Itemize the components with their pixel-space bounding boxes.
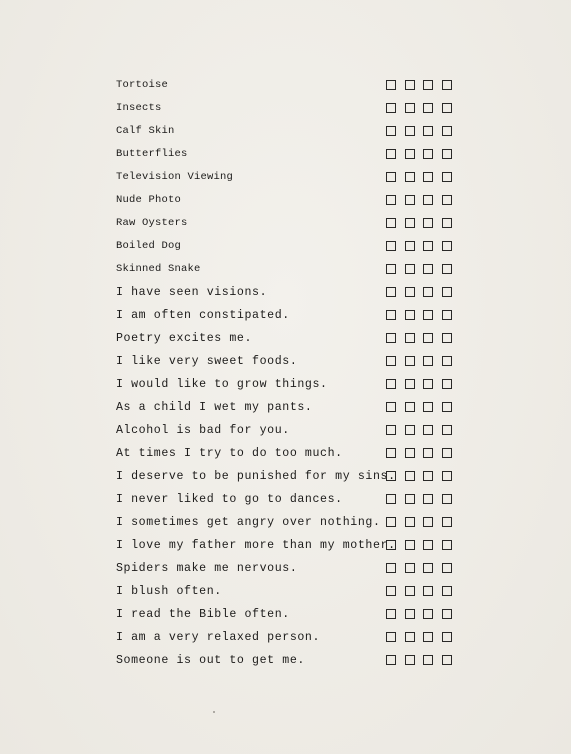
questionnaire-row bbox=[116, 99, 456, 122]
answer-checkbox[interactable] bbox=[442, 517, 452, 527]
answer-checkbox[interactable] bbox=[423, 195, 433, 205]
answer-checkbox[interactable] bbox=[442, 126, 452, 136]
question-label: I have seen visions. bbox=[116, 286, 268, 299]
answer-checkbox-group bbox=[386, 126, 452, 136]
answer-checkbox[interactable] bbox=[423, 402, 433, 412]
answer-checkbox[interactable] bbox=[405, 425, 415, 435]
answer-checkbox[interactable] bbox=[405, 563, 415, 573]
answer-checkbox[interactable] bbox=[423, 356, 433, 366]
answer-checkbox[interactable] bbox=[405, 195, 415, 205]
questionnaire-row bbox=[116, 375, 456, 398]
question-label: Nude Photo bbox=[116, 194, 182, 206]
answer-checkbox[interactable] bbox=[386, 264, 396, 274]
answer-checkbox[interactable] bbox=[405, 655, 415, 665]
answer-checkbox[interactable] bbox=[423, 149, 433, 159]
questionnaire-row bbox=[116, 329, 456, 352]
answer-checkbox[interactable] bbox=[423, 609, 433, 619]
answer-checkbox[interactable] bbox=[423, 632, 433, 642]
answer-checkbox-group bbox=[386, 563, 452, 573]
answer-checkbox[interactable] bbox=[442, 609, 452, 619]
answer-checkbox[interactable] bbox=[405, 356, 415, 366]
answer-checkbox[interactable] bbox=[405, 80, 415, 90]
question-label: I like very sweet foods. bbox=[116, 355, 298, 368]
questionnaire-row bbox=[116, 237, 456, 260]
answer-checkbox[interactable] bbox=[423, 287, 433, 297]
answer-checkbox[interactable] bbox=[405, 172, 415, 182]
answer-checkbox[interactable] bbox=[442, 494, 452, 504]
questionnaire-row bbox=[116, 490, 456, 513]
question-label: I would like to grow things. bbox=[116, 378, 328, 391]
answer-checkbox[interactable] bbox=[423, 333, 433, 343]
answer-checkbox[interactable] bbox=[386, 494, 396, 504]
questionnaire-row bbox=[116, 260, 456, 283]
answer-checkbox[interactable] bbox=[442, 264, 452, 274]
answer-checkbox-group bbox=[386, 632, 452, 642]
question-label: Calf Skin bbox=[116, 125, 175, 137]
question-label: At times I try to do too much. bbox=[116, 447, 343, 460]
answer-checkbox[interactable] bbox=[386, 356, 396, 366]
answer-checkbox[interactable] bbox=[423, 563, 433, 573]
answer-checkbox[interactable] bbox=[442, 195, 452, 205]
answer-checkbox-group bbox=[386, 218, 452, 228]
answer-checkbox[interactable] bbox=[423, 241, 433, 251]
answer-checkbox[interactable] bbox=[442, 356, 452, 366]
answer-checkbox[interactable] bbox=[386, 540, 396, 550]
answer-checkbox-group bbox=[386, 172, 452, 182]
questionnaire-row bbox=[116, 444, 456, 467]
question-label: Television Viewing bbox=[116, 171, 234, 183]
answer-checkbox[interactable] bbox=[405, 264, 415, 274]
answer-checkbox-group bbox=[386, 494, 452, 504]
questionnaire-row bbox=[116, 513, 456, 536]
answer-checkbox[interactable] bbox=[405, 448, 415, 458]
questionnaire-row bbox=[116, 582, 456, 605]
questionnaire-row bbox=[116, 352, 456, 375]
answer-checkbox-group bbox=[386, 540, 452, 550]
answer-checkbox-group bbox=[386, 379, 452, 389]
questionnaire-row bbox=[116, 536, 456, 559]
answer-checkbox[interactable] bbox=[386, 149, 396, 159]
answer-checkbox[interactable] bbox=[423, 80, 433, 90]
answer-checkbox[interactable] bbox=[386, 425, 396, 435]
answer-checkbox-group bbox=[386, 471, 452, 481]
answer-checkbox[interactable] bbox=[442, 287, 452, 297]
questionnaire-list bbox=[116, 76, 456, 674]
answer-checkbox-group bbox=[386, 517, 452, 527]
answer-checkbox[interactable] bbox=[442, 379, 452, 389]
answer-checkbox[interactable] bbox=[423, 586, 433, 596]
answer-checkbox[interactable] bbox=[423, 655, 433, 665]
answer-checkbox-group bbox=[386, 333, 452, 343]
answer-checkbox-group bbox=[386, 149, 452, 159]
answer-checkbox[interactable] bbox=[405, 586, 415, 596]
questionnaire-row bbox=[116, 283, 456, 306]
question-label: Insects bbox=[116, 102, 162, 114]
answer-checkbox[interactable] bbox=[386, 471, 396, 481]
answer-checkbox[interactable] bbox=[386, 448, 396, 458]
answer-checkbox-group bbox=[386, 402, 452, 412]
answer-checkbox[interactable] bbox=[386, 172, 396, 182]
answer-checkbox[interactable] bbox=[442, 80, 452, 90]
question-label: Poetry excites me. bbox=[116, 332, 253, 345]
answer-checkbox[interactable] bbox=[405, 517, 415, 527]
answer-checkbox[interactable] bbox=[442, 586, 452, 596]
answer-checkbox[interactable] bbox=[442, 655, 452, 665]
answer-checkbox[interactable] bbox=[405, 310, 415, 320]
answer-checkbox[interactable] bbox=[386, 80, 396, 90]
answer-checkbox[interactable] bbox=[423, 540, 433, 550]
questionnaire-row bbox=[116, 306, 456, 329]
question-label: I read the Bible often. bbox=[116, 608, 290, 621]
answer-checkbox[interactable] bbox=[386, 655, 396, 665]
question-label: I never liked to go to dances. bbox=[116, 493, 343, 506]
answer-checkbox[interactable] bbox=[442, 540, 452, 550]
answer-checkbox[interactable] bbox=[423, 425, 433, 435]
answer-checkbox[interactable] bbox=[442, 425, 452, 435]
questionnaire-row bbox=[116, 605, 456, 628]
question-label: Alcohol is bad for you. bbox=[116, 424, 290, 437]
answer-checkbox-group bbox=[386, 586, 452, 596]
question-label: Someone is out to get me. bbox=[116, 654, 305, 667]
answer-checkbox[interactable] bbox=[386, 126, 396, 136]
question-label: I sometimes get angry over nothing. bbox=[116, 516, 381, 529]
question-label: I deserve to be punished for my sins. bbox=[116, 470, 396, 483]
answer-checkbox[interactable] bbox=[405, 126, 415, 136]
answer-checkbox[interactable] bbox=[405, 494, 415, 504]
question-label: I love my father more than my mother. bbox=[116, 539, 396, 552]
answer-checkbox[interactable] bbox=[423, 517, 433, 527]
answer-checkbox-group bbox=[386, 195, 452, 205]
answer-checkbox-group bbox=[386, 356, 452, 366]
question-label: I am often constipated. bbox=[116, 309, 290, 322]
answer-checkbox[interactable] bbox=[405, 471, 415, 481]
answer-checkbox[interactable] bbox=[386, 517, 396, 527]
answer-checkbox[interactable] bbox=[405, 609, 415, 619]
answer-checkbox[interactable] bbox=[386, 287, 396, 297]
answer-checkbox-group bbox=[386, 264, 452, 274]
answer-checkbox[interactable] bbox=[423, 310, 433, 320]
answer-checkbox[interactable] bbox=[386, 609, 396, 619]
paper-speck bbox=[213, 711, 215, 713]
answer-checkbox[interactable] bbox=[386, 402, 396, 412]
answer-checkbox[interactable] bbox=[405, 402, 415, 412]
questionnaire-row bbox=[116, 628, 456, 651]
question-label: Tortoise bbox=[116, 79, 169, 91]
answer-checkbox[interactable] bbox=[405, 218, 415, 228]
answer-checkbox[interactable] bbox=[423, 379, 433, 389]
questionnaire-row bbox=[116, 214, 456, 237]
answer-checkbox-group bbox=[386, 609, 452, 619]
question-label: Spiders make me nervous. bbox=[116, 562, 298, 575]
answer-checkbox[interactable] bbox=[386, 333, 396, 343]
answer-checkbox[interactable] bbox=[423, 494, 433, 504]
answer-checkbox-group bbox=[386, 103, 452, 113]
answer-checkbox[interactable] bbox=[442, 218, 452, 228]
answer-checkbox[interactable] bbox=[405, 103, 415, 113]
answer-checkbox[interactable] bbox=[442, 103, 452, 113]
answer-checkbox[interactable] bbox=[386, 632, 396, 642]
answer-checkbox[interactable] bbox=[442, 402, 452, 412]
questionnaire-row bbox=[116, 191, 456, 214]
answer-checkbox[interactable] bbox=[423, 103, 433, 113]
answer-checkbox[interactable] bbox=[386, 563, 396, 573]
answer-checkbox-group bbox=[386, 287, 452, 297]
questionnaire-row bbox=[116, 559, 456, 582]
answer-checkbox[interactable] bbox=[442, 310, 452, 320]
question-label: Butterflies bbox=[116, 148, 188, 160]
answer-checkbox[interactable] bbox=[405, 379, 415, 389]
answer-checkbox[interactable] bbox=[442, 241, 452, 251]
answer-checkbox[interactable] bbox=[405, 287, 415, 297]
answer-checkbox[interactable] bbox=[405, 241, 415, 251]
question-label: Boiled Dog bbox=[116, 240, 182, 252]
question-label: Raw Oysters bbox=[116, 217, 188, 229]
answer-checkbox-group bbox=[386, 655, 452, 665]
answer-checkbox-group bbox=[386, 448, 452, 458]
answer-checkbox[interactable] bbox=[442, 563, 452, 573]
answer-checkbox[interactable] bbox=[405, 333, 415, 343]
answer-checkbox[interactable] bbox=[423, 448, 433, 458]
question-label: I am a very relaxed person. bbox=[116, 631, 321, 644]
answer-checkbox[interactable] bbox=[405, 632, 415, 642]
questionnaire-row bbox=[116, 145, 456, 168]
answer-checkbox[interactable] bbox=[423, 126, 433, 136]
questionnaire-row bbox=[116, 168, 456, 191]
answer-checkbox[interactable] bbox=[386, 103, 396, 113]
answer-checkbox[interactable] bbox=[423, 172, 433, 182]
answer-checkbox[interactable] bbox=[386, 586, 396, 596]
questionnaire-row bbox=[116, 651, 456, 674]
questionnaire-row bbox=[116, 421, 456, 444]
answer-checkbox[interactable] bbox=[442, 471, 452, 481]
answer-checkbox[interactable] bbox=[442, 448, 452, 458]
answer-checkbox[interactable] bbox=[386, 241, 396, 251]
questionnaire-row bbox=[116, 122, 456, 145]
answer-checkbox-group bbox=[386, 80, 452, 90]
answer-checkbox[interactable] bbox=[386, 310, 396, 320]
question-label: Skinned Snake bbox=[116, 263, 201, 275]
answer-checkbox[interactable] bbox=[442, 632, 452, 642]
questionnaire-row bbox=[116, 398, 456, 421]
answer-checkbox[interactable] bbox=[405, 540, 415, 550]
answer-checkbox[interactable] bbox=[386, 379, 396, 389]
answer-checkbox[interactable] bbox=[442, 172, 452, 182]
questionnaire-row bbox=[116, 467, 456, 490]
answer-checkbox[interactable] bbox=[442, 333, 452, 343]
answer-checkbox-group bbox=[386, 425, 452, 435]
answer-checkbox[interactable] bbox=[423, 471, 433, 481]
answer-checkbox[interactable] bbox=[423, 218, 433, 228]
answer-checkbox-group bbox=[386, 241, 452, 251]
answer-checkbox[interactable] bbox=[386, 218, 396, 228]
answer-checkbox[interactable] bbox=[442, 149, 452, 159]
questionnaire-row bbox=[116, 76, 456, 99]
answer-checkbox[interactable] bbox=[405, 149, 415, 159]
question-label: As a child I wet my pants. bbox=[116, 401, 313, 414]
answer-checkbox-group bbox=[386, 310, 452, 320]
question-label: I blush often. bbox=[116, 585, 222, 598]
answer-checkbox[interactable] bbox=[423, 264, 433, 274]
answer-checkbox[interactable] bbox=[386, 195, 396, 205]
